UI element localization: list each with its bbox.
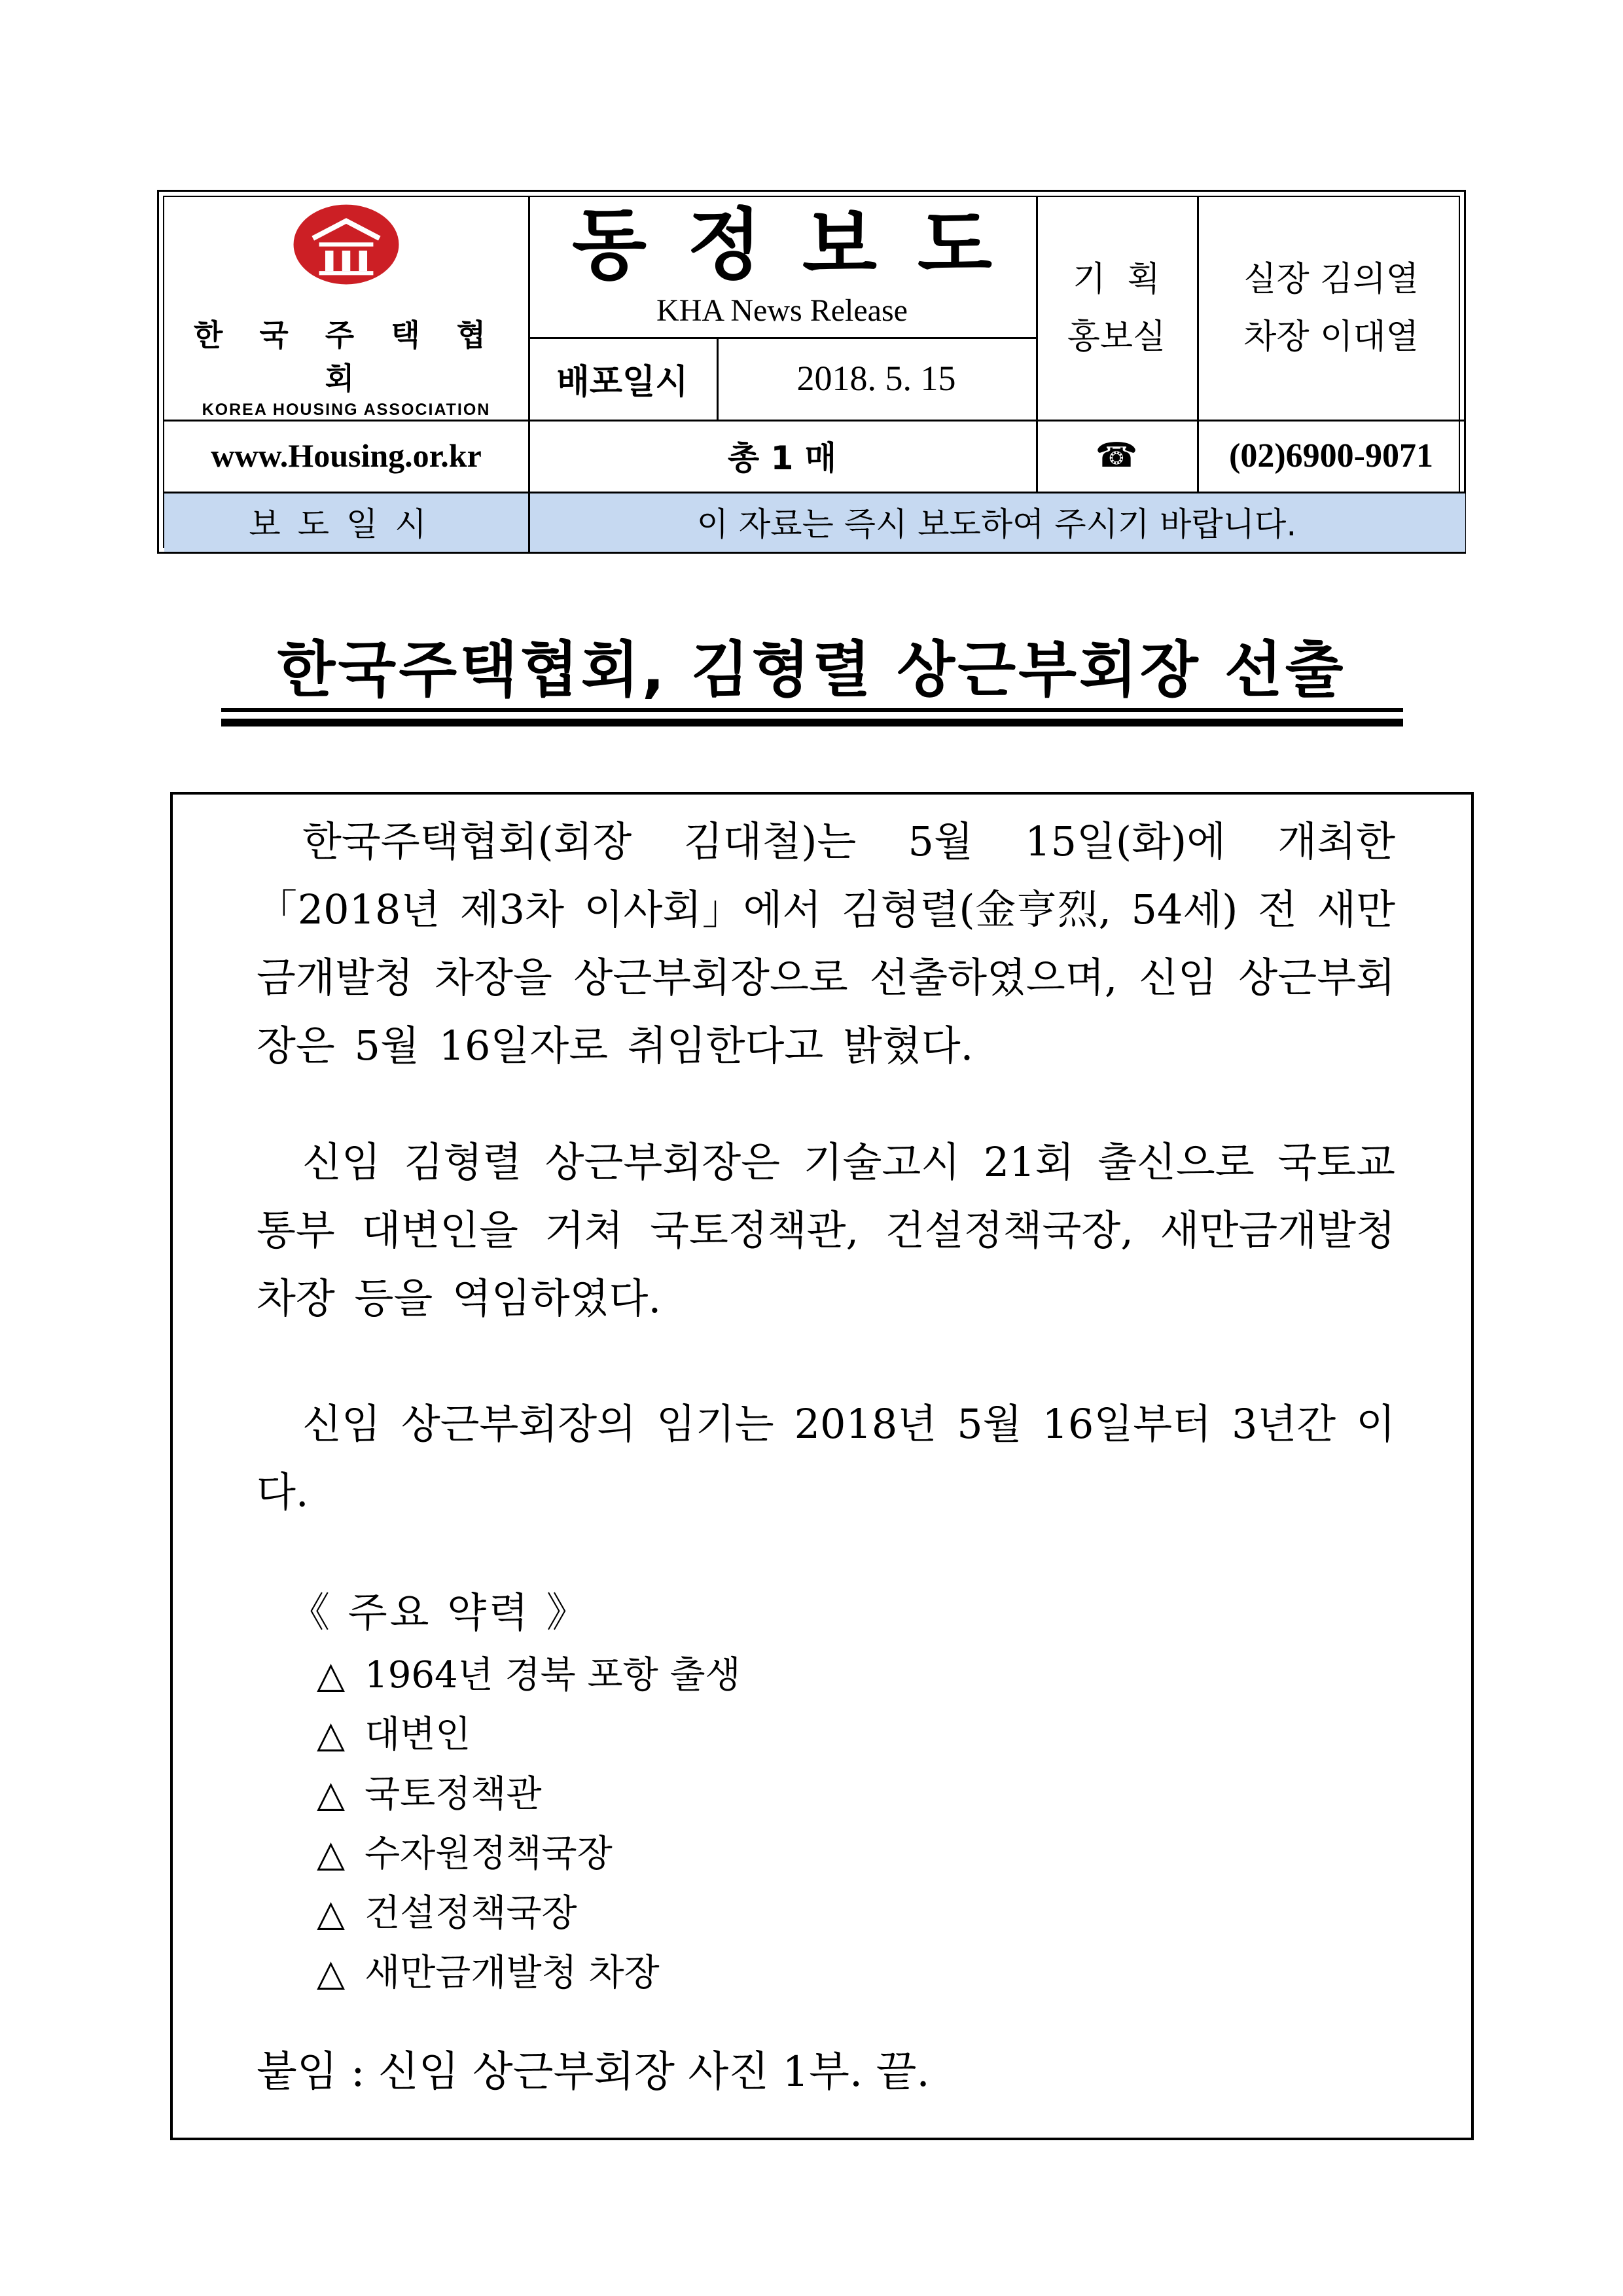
department-line-2: 홍보실	[1067, 317, 1166, 357]
triangle-bullet-icon: △	[317, 1773, 346, 1816]
career-section-title: 《 주요 약력 》	[289, 1588, 590, 1636]
distribution-date-label: 배포일시	[556, 362, 688, 402]
house-logo-icon	[277, 204, 415, 285]
release-header-table	[157, 190, 1466, 554]
association-logo-block	[164, 197, 528, 420]
department-label	[1036, 197, 1197, 420]
body-paragraph-1: 한국주택협회(회장 김대철)는 5월 15일(화)에 개최한 「2018년 제3차 이사회」에서 김형렬(金亨烈, 54세) 전 새만금개발청 차장을 상근부회장으로 선출하였으며, 신임 상근부회장은 5월 16일자로 취임한다고 밝혔다.	[257, 817, 1395, 1069]
distribution-date-value: 2018. 5. 15	[796, 359, 956, 398]
career-item-text: 건설정책국장	[365, 1892, 577, 1935]
triangle-bullet-icon: △	[317, 1713, 346, 1756]
triangle-bullet-icon: △	[317, 1892, 346, 1935]
org-name-korean: 한 국 주 택 협 회	[193, 317, 499, 396]
release-time-label: 보도일시	[249, 505, 444, 543]
website-url[interactable]: www.Housing.or.kr	[211, 437, 482, 474]
triangle-bullet-icon: △	[317, 1654, 346, 1696]
headline-rule-thick	[221, 719, 1403, 726]
triangle-bullet-icon: △	[317, 1833, 346, 1875]
career-item-text: 국토정책관	[365, 1773, 542, 1816]
career-item	[317, 1645, 741, 1705]
career-item	[317, 1943, 741, 2003]
career-item-text: 새만금개발청 차장	[365, 1952, 660, 1994]
org-name-english: KOREA HOUSING ASSOCIATION	[202, 401, 491, 419]
career-item-text: 대변인	[365, 1713, 471, 1756]
headline-rule-thin	[221, 708, 1403, 712]
release-title-korean: 동정보도	[572, 198, 1033, 290]
body-paragraph-2: 신임 김형렬 상근부회장은 기술고시 21회 출신으로 국토교통부 대변인을 거쳐 국토정책관, 건설정책국장, 새만금개발청 차장 등을 역임하였다.	[257, 1138, 1395, 1322]
career-list	[317, 1645, 741, 2003]
phone-number: (02)6900-9071	[1229, 437, 1433, 475]
attachment-note: 붙임 : 신임 상근부회장 사진 1부. 끝.	[257, 2048, 930, 2096]
triangle-bullet-icon: △	[317, 1952, 346, 1994]
body-paragraph-3: 신임 상근부회장의 임기는 2018년 5월 16일부터 3년간 이다.	[257, 1400, 1395, 1516]
department-line-1: 기 획	[1073, 259, 1160, 299]
career-item	[317, 1765, 741, 1824]
contact-persons	[1197, 197, 1465, 420]
contact-person-2: 차장 이대열	[1243, 317, 1419, 357]
release-title-block	[528, 197, 1036, 337]
headline: 한국주택협회, 김형렬 상근부회장 선출	[277, 635, 1346, 705]
header-inner-frame	[163, 196, 1460, 548]
career-item	[317, 1824, 741, 1884]
telephone-icon: ☎	[1095, 436, 1138, 475]
release-title-english: KHA News Release	[656, 293, 908, 328]
career-item	[317, 1705, 741, 1765]
release-time-text: 이 자료는 즉시 보도하여 주시기 바랍니다.	[696, 505, 1297, 543]
article-body-box	[170, 792, 1474, 2140]
contact-person-1: 실장 김의열	[1243, 259, 1419, 299]
page-count: 총 1 매	[727, 439, 837, 477]
career-item-text: 수자원정책국장	[365, 1833, 613, 1875]
career-item	[317, 1884, 741, 1943]
career-item-text: 1964년 경북 포항 출생	[365, 1654, 741, 1696]
